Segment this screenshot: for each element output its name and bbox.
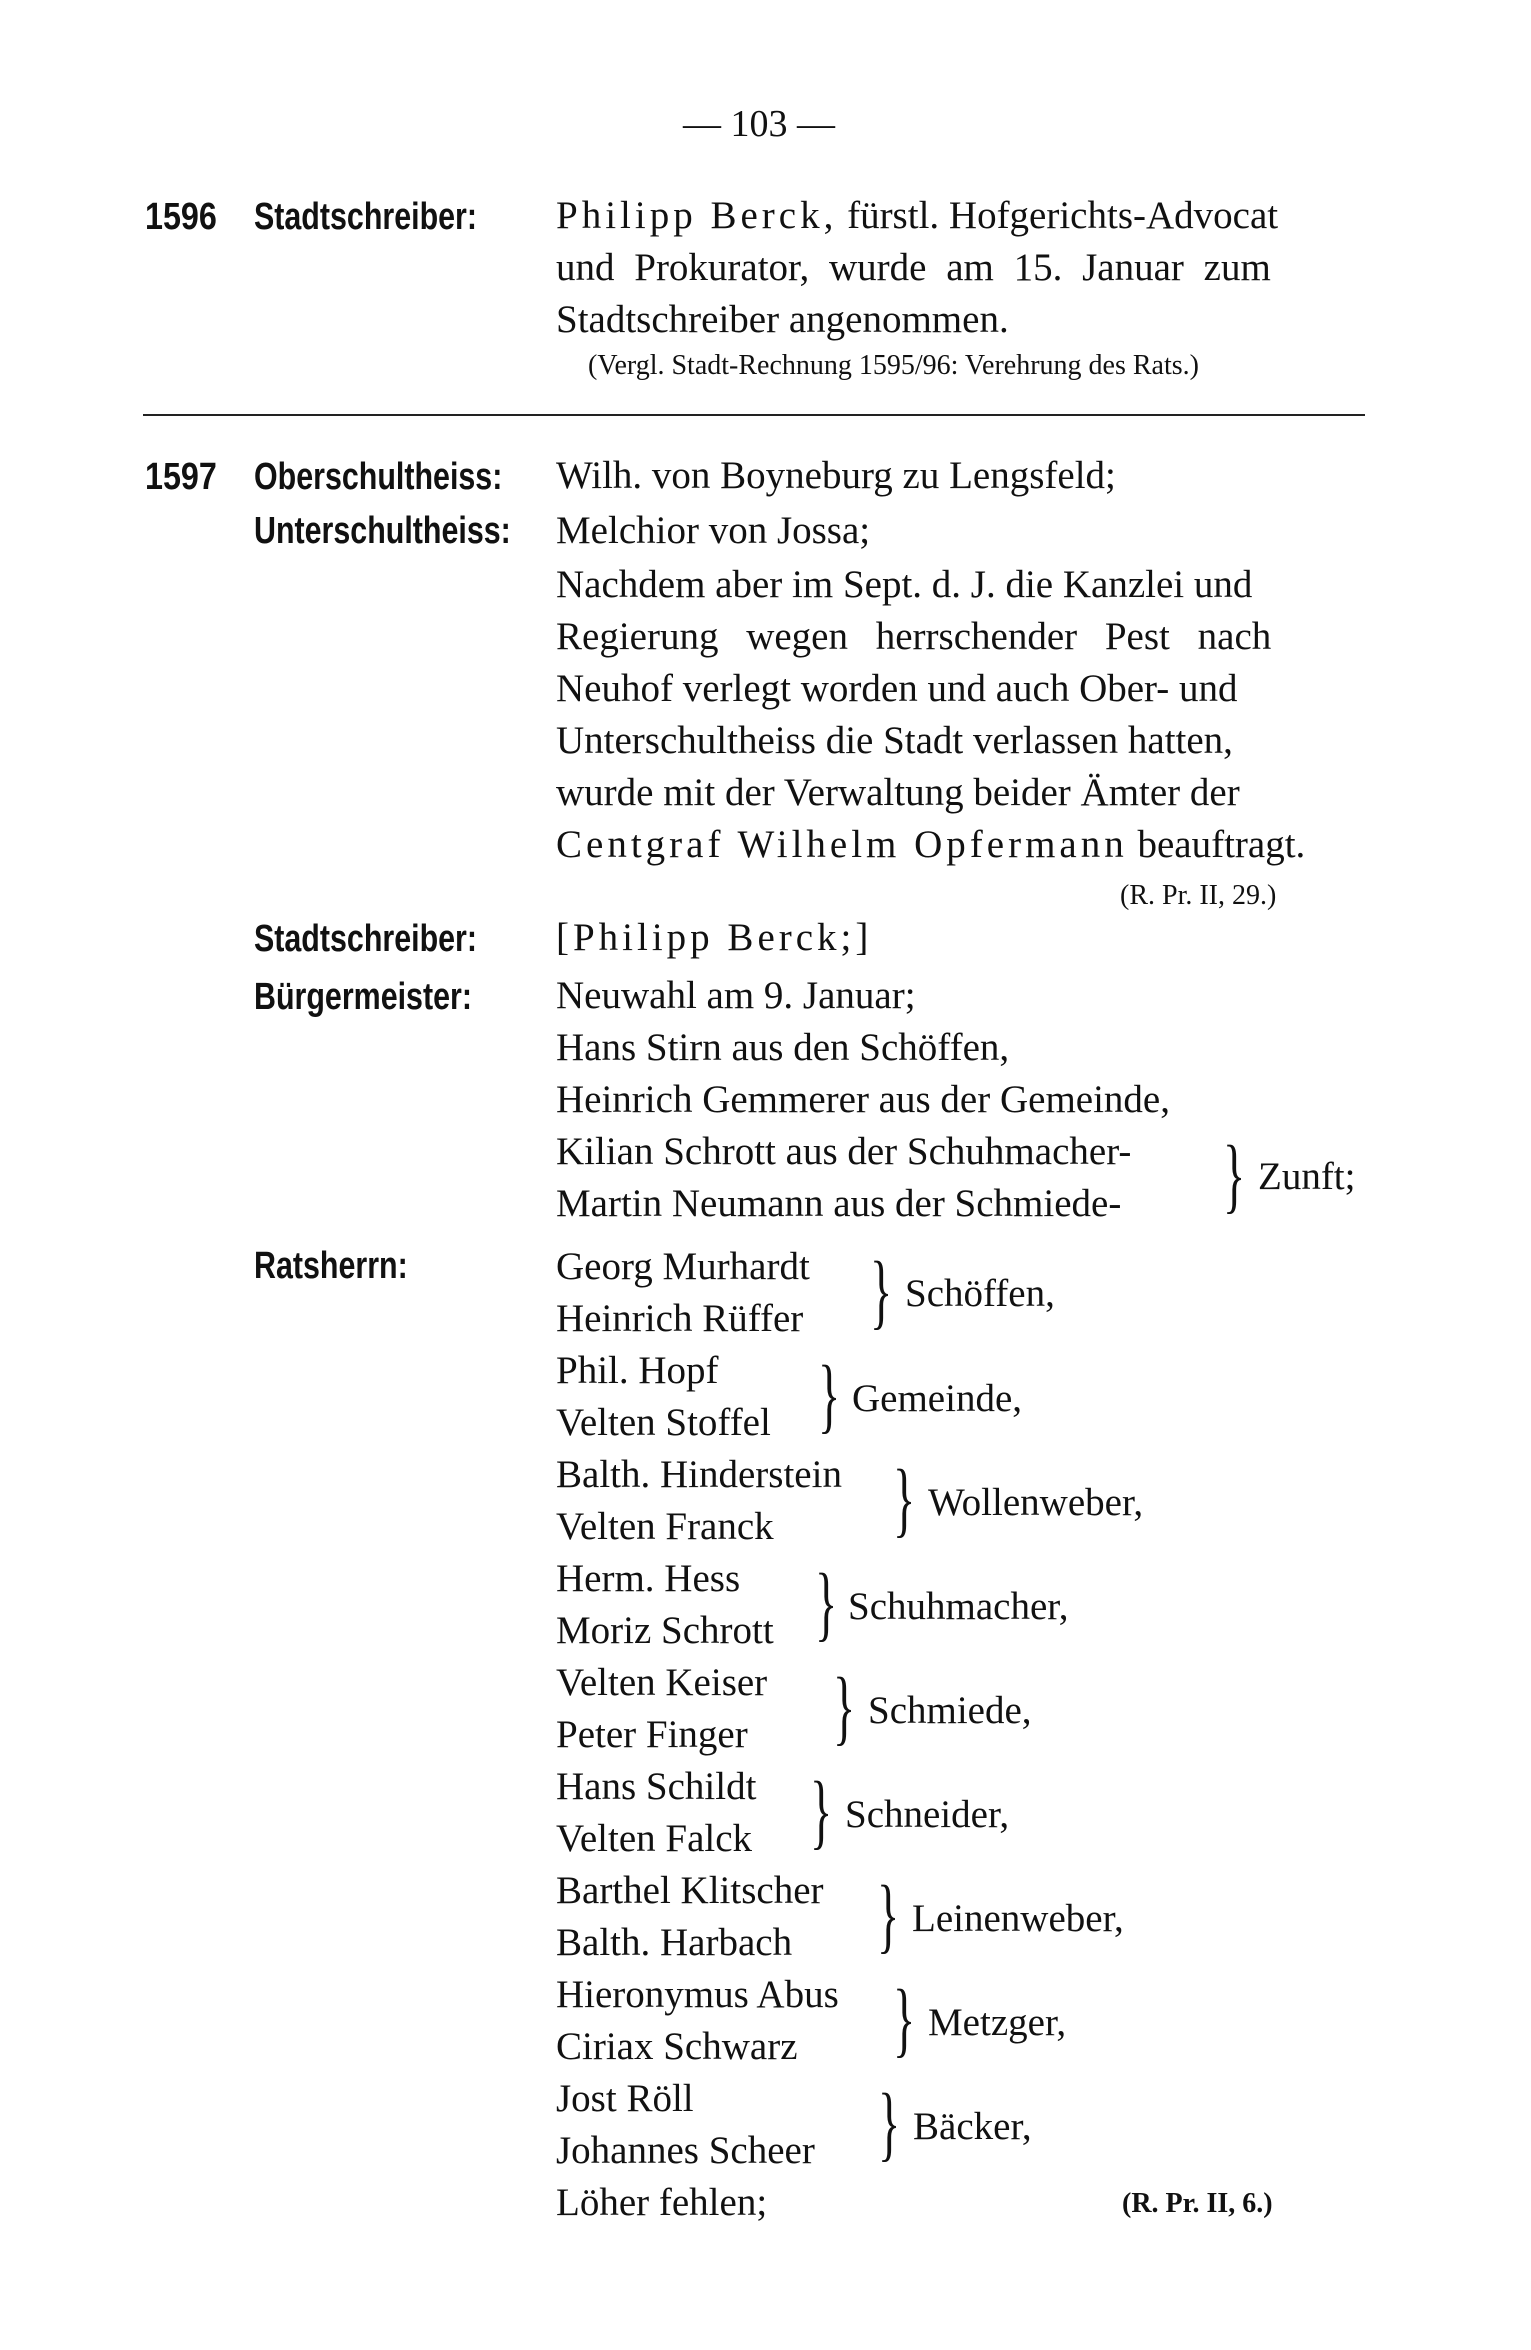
ratsherr-name: Phil. Hopf — [556, 1349, 719, 1392]
ratsherr-name: Barthel Klitscher — [556, 1869, 824, 1912]
brace-icon: } — [877, 1869, 900, 1962]
page-number: — 103 — — [683, 103, 835, 145]
brace-icon: } — [893, 1973, 916, 2066]
ratsherr-group: Schneider, — [845, 1793, 1010, 1836]
brace-icon: } — [1223, 1129, 1246, 1222]
buergermeister-line: Heinrich Gemmerer aus der Gemeinde, — [556, 1078, 1170, 1121]
paragraph-ref: (R. Pr. II, 29.) — [1120, 880, 1277, 911]
ratsherr-name: Herm. Hess — [556, 1557, 741, 1600]
brace-icon: } — [815, 1557, 838, 1650]
label-buergermeister: Bürgermeister: — [254, 976, 472, 1018]
entry-1596-note: (Vergl. Stadt-Rechnung 1595/96: Verehrung des Rats.) — [588, 350, 1199, 381]
buergermeister-line: Kilian Schrott aus der Schuhmacher- — [556, 1130, 1132, 1173]
paragraph-line: Neuhof verlegt worden und auch Ober- und — [556, 667, 1238, 710]
ratsherr-group: Schuhmacher, — [848, 1585, 1069, 1628]
ratsherr-name: Hieronymus Abus — [556, 1973, 839, 2016]
closing-ref: (R. Pr. II, 6.) — [1122, 2188, 1273, 2219]
ratsherr-group: Bäcker, — [913, 2105, 1032, 2148]
ratsherr-group: Schmiede, — [868, 1689, 1032, 1732]
buergermeister-line: Hans Stirn aus den Schöffen, — [556, 1026, 1010, 1069]
ratsherr-group: Gemeinde, — [852, 1377, 1023, 1420]
brace-icon: } — [893, 1453, 916, 1546]
entry-1596-line3: Stadtschreiber angenommen. — [556, 298, 1009, 341]
closing-line: Löher fehlen; — [556, 2181, 768, 2224]
ratsherr-name: Heinrich Rüffer — [556, 1297, 804, 1340]
brace-icon: } — [870, 1245, 893, 1338]
brace-icon: } — [833, 1661, 856, 1754]
brace-icon: } — [878, 2077, 901, 2170]
paragraph-line: Regierung wegen herrschender Pest nach — [556, 615, 1272, 658]
stadtschreiber-value: [Philipp Berck;] — [556, 916, 873, 959]
paragraph-line: Nachdem aber im Sept. d. J. die Kanzlei und — [556, 563, 1253, 606]
section-divider — [143, 414, 1365, 416]
ratsherr-group: Schöffen, — [905, 1272, 1055, 1315]
ratsherr-name: Velten Keiser — [556, 1661, 768, 1704]
ratsherr-group: Metzger, — [928, 2001, 1067, 2044]
paragraph-line: Unterschultheiss die Stadt verlassen hatten, — [556, 719, 1233, 762]
brace-icon: } — [810, 1765, 833, 1858]
paragraph-line: wurde mit der Verwaltung beider Ämter der — [556, 771, 1240, 814]
year-1596: 1596 — [145, 196, 217, 238]
brace-icon: } — [818, 1349, 841, 1442]
label-ratsherrn: Ratsherrn: — [254, 1245, 408, 1287]
buergermeister-line: Martin Neumann aus der Schmiede- — [556, 1182, 1122, 1225]
ratsherr-group: Leinenweber, — [912, 1897, 1124, 1940]
entry-1596-line2: und Prokurator, wurde am 15. Januar zum — [556, 246, 1271, 289]
zunft-label: Zunft; — [1258, 1155, 1356, 1198]
paragraph-last-rest: beauftragt. — [1137, 823, 1306, 866]
label-unterschultheiss: Unterschultheiss: — [254, 510, 511, 552]
ratsherr-name: Velten Falck — [556, 1817, 753, 1860]
ratsherr-name: Peter Finger — [556, 1713, 748, 1756]
ratsherr-name: Johannes Scheer — [556, 2129, 815, 2172]
ratsherr-name: Ciriax Schwarz — [556, 2025, 798, 2068]
entry-1596-line1 — [556, 193, 1278, 238]
entry-1596-line1-rest: fürstl. Hofgerichts-Advocat — [847, 194, 1279, 237]
ratsherr-name: Georg Murhardt — [556, 1245, 810, 1288]
ratsherr-name: Velten Stoffel — [556, 1401, 771, 1444]
year-1597: 1597 — [145, 456, 217, 498]
ratsherr-name: Velten Franck — [556, 1505, 774, 1548]
ratsherr-group: Wollenweber, — [928, 1481, 1144, 1524]
label-oberschultheiss: Oberschultheiss: — [254, 456, 503, 498]
label-stadtschreiber-1596: Stadtschreiber: — [254, 196, 477, 238]
paragraph-last-line — [556, 822, 1305, 867]
unterschultheiss-value: Melchior von Jossa; — [556, 509, 871, 552]
ratsherr-name: Jost Röll — [556, 2077, 694, 2120]
ratsherr-name: Balth. Harbach — [556, 1921, 793, 1964]
ratsherr-name: Balth. Hinderstein — [556, 1453, 842, 1496]
ratsherr-name: Hans Schildt — [556, 1765, 757, 1808]
buergermeister-line: Neuwahl am 9. Januar; — [556, 974, 916, 1017]
oberschultheiss-value: Wilh. von Boyneburg zu Lengsfeld; — [556, 454, 1116, 497]
name-philipp-berck: Philipp Berck, — [556, 194, 838, 237]
ratsherr-name: Moriz Schrott — [556, 1609, 774, 1652]
label-stadtschreiber-1597: Stadtschreiber: — [254, 918, 477, 960]
name-centgraf: Centgraf Wilhelm Opfermann — [556, 823, 1128, 866]
